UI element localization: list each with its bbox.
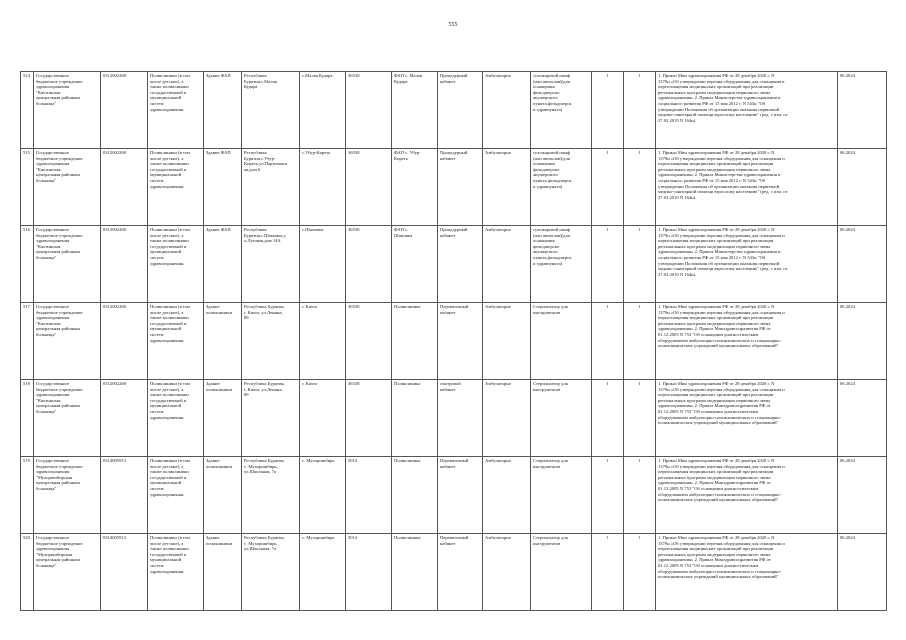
care-form-cell: Амбулаторно [483, 226, 531, 303]
oktmo-cell: 5014 [346, 534, 392, 611]
legal-basis-cell: 1. Приказ Мин здравоохранения РФ от 28 декабря 2020 г. N 1379н «Об утверждении перечня оборудования для оснащения и переоснащения медицинских организаций при реализации региональных программ модернизации первичного звена здравоохранения» 2. Приказ Минздравсоцразвития РФ от 01.12.2005 N 753 "Об оснащении диагностическим оборудованием амбулаторно-поликлинических и стационарно- поликлинических учреждений муниципальных образований" [656, 303, 838, 380]
oktmo-cell: 36538 [346, 72, 392, 149]
locality-cell: с. Мухоршибирь [300, 534, 346, 611]
inn-cell: 0312002268 [101, 226, 148, 303]
unit-cell: Поликлиника [392, 457, 438, 534]
care-form-cell: Амбулаторно [483, 457, 531, 534]
building-cell: Здание ФАП [204, 226, 242, 303]
page-number: 555 [448, 22, 458, 28]
row-number-cell: 516 [21, 226, 34, 303]
room-cell: Перевязочный кабинет [438, 534, 483, 611]
table-row [21, 303, 887, 380]
row-number-cell: 517 [21, 303, 34, 380]
oktmo-cell: 36538 [346, 149, 392, 226]
quantity-cell: 1 [624, 380, 656, 457]
organization-cell: Государственное бюджетное учреждение здравоохранения "Мухоршибирская центральная районная больница" [34, 457, 101, 534]
building-cell: Здание поликлиники [204, 457, 242, 534]
care-form-cell: Амбулаторно [483, 303, 531, 380]
room-cell: смотровой кабинет [438, 380, 483, 457]
building-cell: Здание поликлиники [204, 534, 242, 611]
quantity-cell: 1 [592, 149, 624, 226]
address-cell: Республика Бурятия, г. Кяхта, ул.Ленина, 89 [242, 380, 300, 457]
legal-basis-cell: 1. Приказ Мин здравоохранения РФ от 28 декабря 2020 г. N 1379н «Об утверждении перечня оборудования для оснащения и переоснащения медицинских организаций при реализации региональных программ модернизации первичного звена здравоохранения» 2. Приказ Министерства здравоохранения и социального развития РФ от 15 мая 2012 г. N 543н "Об утверждении Положения об организации оказания первичной медико-санитарной помощи взрослому населению" (ред. с изм. от 27.03.2019 N 164н). [656, 149, 838, 226]
room-cell: Процедурный кабинет [438, 149, 483, 226]
quantity-cell: 1 [592, 380, 624, 457]
inn-cell: 0314005913 [101, 457, 148, 534]
date-cell: 06.2024 [838, 380, 887, 457]
unit-cell: Поликлиника [392, 380, 438, 457]
oktmo-cell: 36538 [346, 380, 392, 457]
quantity-cell: 1 [624, 457, 656, 534]
address-cell: Республика Бурятия, с. Мухоршибирь, ул.Школьная, 7а [242, 534, 300, 611]
inn-cell: 0312002268 [101, 72, 148, 149]
locality-cell: с.Малая Кудара [300, 72, 346, 149]
quantity-cell: 1 [624, 149, 656, 226]
inn-cell: 0314005913 [101, 534, 148, 611]
quantity-cell: 1 [624, 72, 656, 149]
purpose-cell: Поликлиники (в том числе детские), а также поликлиники государственной и муниципальной систем здравоохранения. [148, 534, 204, 611]
care-form-cell: Амбулаторно [483, 380, 531, 457]
room-cell: Процедурный кабинет [438, 72, 483, 149]
row-number-cell: 519 [21, 457, 34, 534]
organization-cell: Государственное бюджетное учреждение здравоохранения "Кяхтинская центральная районная больница" [34, 380, 101, 457]
purpose-cell: Поликлиники (в том числе детские), а также поликлиники государственной и муниципальной систем здравоохранения. [148, 457, 204, 534]
locality-cell: с.Убур-Киреть [300, 149, 346, 226]
purpose-cell: Поликлиники (в том числе детские), а также поликлиники государственной и муниципальной систем здравоохранения. [148, 72, 204, 149]
table-body [21, 72, 887, 611]
date-cell: 06.2024 [838, 534, 887, 611]
locality-cell: с. Мухоршибирь [300, 457, 346, 534]
row-number-cell: 520 [21, 534, 34, 611]
quantity-cell: 1 [592, 457, 624, 534]
table-row [21, 380, 887, 457]
unit-cell: ФАП с. Шамовка [392, 226, 438, 303]
address-cell: Республика Бурятия,с.Убур- Киреть,ул.Партизанск ая,дом 6 [242, 149, 300, 226]
equipment-cell: сухожаровой шкаф (или автоклав)(для оснащения фельдшерско- акушерского пункта,фельдшерск и здравпункта) [531, 226, 592, 303]
building-cell: Здание ФАП [204, 149, 242, 226]
legal-basis-cell: 1. Приказ Мин здравоохранения РФ от 28 декабря 2020 г. N 1379н «Об утверждении перечня оборудования для оснащения и переоснащения медицинских организаций при реализации региональных программ модернизации первичного звена здравоохранения» 2. Приказ Минздравсоцразвития РФ от 01.12.2005 N 753 "Об оснащении диагностическим оборудованием амбулаторно-поликлинических и стационарно- поликлинических учреждений муниципальных образований" [656, 380, 838, 457]
table-row [21, 72, 887, 149]
unit-cell: ФАП с. Малая Кудара [392, 72, 438, 149]
inn-cell: 0312002268 [101, 303, 148, 380]
organization-cell: Государственное бюджетное учреждение здравоохранения "Кяхтинская центральная районная больница" [34, 149, 101, 226]
organization-cell: Государственное бюджетное учреждение здравоохранения "Кяхтинская центральная районная больница" [34, 72, 101, 149]
quantity-cell: 1 [624, 303, 656, 380]
purpose-cell: Поликлиники (в том числе детские), а также поликлиники государственной и муниципальной систем здравоохранения. [148, 226, 204, 303]
date-cell: 06.2024 [838, 457, 887, 534]
room-cell: Процедурный кабинет [438, 226, 483, 303]
care-form-cell: Амбулаторно [483, 149, 531, 226]
equipment-cell: Стерилизатор для инструментов [531, 534, 592, 611]
quantity-cell: 1 [592, 226, 624, 303]
building-cell: Здание поликлиники [204, 380, 242, 457]
equipment-table [20, 71, 887, 611]
organization-cell: Государственное бюджетное учреждение здравоохранения "Кяхтинская центральная районная больница" [34, 303, 101, 380]
care-form-cell: Амбулаторно [483, 534, 531, 611]
table-row [21, 534, 887, 611]
care-form-cell: Амбулаторно [483, 72, 531, 149]
date-cell: 06.2024 [838, 303, 887, 380]
oktmo-cell: 36538 [346, 303, 392, 380]
equipment-cell: сухожаровой шкаф (или автоклав)(для оснащения фельдшерско- акушерского пункта,фельдшерск и здравпункта) [531, 72, 592, 149]
equipment-cell: Стерилизатор для инструментов [531, 457, 592, 534]
unit-cell: ФАП с. Убур- Киреть [392, 149, 438, 226]
row-number-cell: 515 [21, 149, 34, 226]
equipment-cell: Стерилизатор для инструментов [531, 380, 592, 457]
quantity-cell: 1 [592, 303, 624, 380]
address-cell: Республика Бурятия,с.Малая Кудара [242, 72, 300, 149]
locality-cell: г. Кяхта [300, 380, 346, 457]
organization-cell: Государственное бюджетное учреждение здравоохранения "Мухоршибирская центральная районная больница" [34, 534, 101, 611]
oktmo-cell: 5014 [346, 457, 392, 534]
legal-basis-cell: 1. Приказ Мин здравоохранения РФ от 28 декабря 2020 г. N 1379н «Об утверждении перечня оборудования для оснащения и переоснащения медицинских организаций при реализации региональных программ модернизации первичного звена здравоохранения» 2. Приказ Минздравсоцразвития РФ от 01.12.2005 N 753 "Об оснащении диагностическим оборудованием амбулаторно-поликлинических и стационарно- поликлинических учреждений муниципальных образований" [656, 457, 838, 534]
unit-cell: Поликлиника [392, 303, 438, 380]
quantity-cell: 1 [624, 226, 656, 303]
legal-basis-cell: 1. Приказ Мин здравоохранения РФ от 28 декабря 2020 г. N 1379н «Об утверждении перечня оборудования для оснащения и переоснащения медицинских организаций при реализации региональных программ модернизации первичного звена здравоохранения» 2. Приказ Минздравсоцразвития РФ от 01.12.2005 N 753 "Об оснащении диагностическим оборудованием амбулаторно-поликлинических и стационарно- поликлинических учреждений муниципальных образований" [656, 534, 838, 611]
address-cell: Республика Бурятия,с.Шамовка,у л.Луговая,дом 14А [242, 226, 300, 303]
address-cell: Республика Бурятия, с. Мухоршибирь, ул.Школьная, 7а [242, 457, 300, 534]
date-cell: 06.2024 [838, 72, 887, 149]
locality-cell: г. Кяхта [300, 303, 346, 380]
date-cell: 06.2024 [838, 149, 887, 226]
unit-cell: Поликлиника [392, 534, 438, 611]
quantity-cell: 1 [592, 534, 624, 611]
inn-cell: 0312002268 [101, 380, 148, 457]
building-cell: Здание ФАП [204, 72, 242, 149]
table-row [21, 149, 887, 226]
inn-cell: 0312002268 [101, 149, 148, 226]
table-row [21, 457, 887, 534]
organization-cell: Государственное бюджетное учреждение здравоохранения "Кяхтинская центральная районная больница" [34, 226, 101, 303]
row-number-cell: 514 [21, 72, 34, 149]
purpose-cell: Поликлиники (в том числе детские), а также поликлиники государственной и муниципальной систем здравоохранения. [148, 380, 204, 457]
room-cell: Перевязочный кабинет [438, 303, 483, 380]
quantity-cell: 1 [592, 72, 624, 149]
quantity-cell: 1 [624, 534, 656, 611]
equipment-cell: Стерилизатор для инструментов [531, 303, 592, 380]
room-cell: Перевязочный кабинет [438, 457, 483, 534]
purpose-cell: Поликлиники (в том числе детские), а также поликлиники государственной и муниципальной систем здравоохранения. [148, 149, 204, 226]
building-cell: Здание поликлиники [204, 303, 242, 380]
legal-basis-cell: 1. Приказ Мин здравоохранения РФ от 28 декабря 2020 г. N 1379н «Об утверждении перечня оборудования для оснащения в переоснащения медицинских организаций при реализации региональных программ модернизации первичного звена здравоохранения» 2. Приказ Министерства здравоохранения и социального развития РФ от 15 мая 2012 г. N 543н "Об утверждении Положения об организации оказания первичной медико-санитарной помощи взрослому населению" (ред. с изм. от 27.03.2019 N 164н). [656, 72, 838, 149]
table-row [21, 226, 887, 303]
oktmo-cell: 36538 [346, 226, 392, 303]
legal-basis-cell: 1. Приказ Мин здравоохранения РФ от 28 декабря 2020 г. N 1379н «Об утверждении перечня оборудования для оснащения и переоснащения медицинских организаций при реализации региональных программ модернизации первичного звена здравоохранения» 2. Приказ Министерства здравоохранения и социального развития РФ от 15 мая 2012 г. N 543н "Об утверждении Положения об организации оказания первичной медико-санитарной помощи взрослому населению" (ред. с изм. от 27.03.2019 N 164н). [656, 226, 838, 303]
address-cell: Республика Бурятия, г. Кяхта, ул.Ленина, 89 [242, 303, 300, 380]
purpose-cell: Поликлиники (в том числе детские), а также поликлиники государственной и муниципальной систем здравоохранения. [148, 303, 204, 380]
row-number-cell: 518 [21, 380, 34, 457]
equipment-cell: сухожаровой шкаф (или автоклав)(для оснащения фельдшерско- акушерского пункта,фельдшерск и здравпункта) [531, 149, 592, 226]
date-cell: 06.2024 [838, 226, 887, 303]
locality-cell: с.Шамовка [300, 226, 346, 303]
